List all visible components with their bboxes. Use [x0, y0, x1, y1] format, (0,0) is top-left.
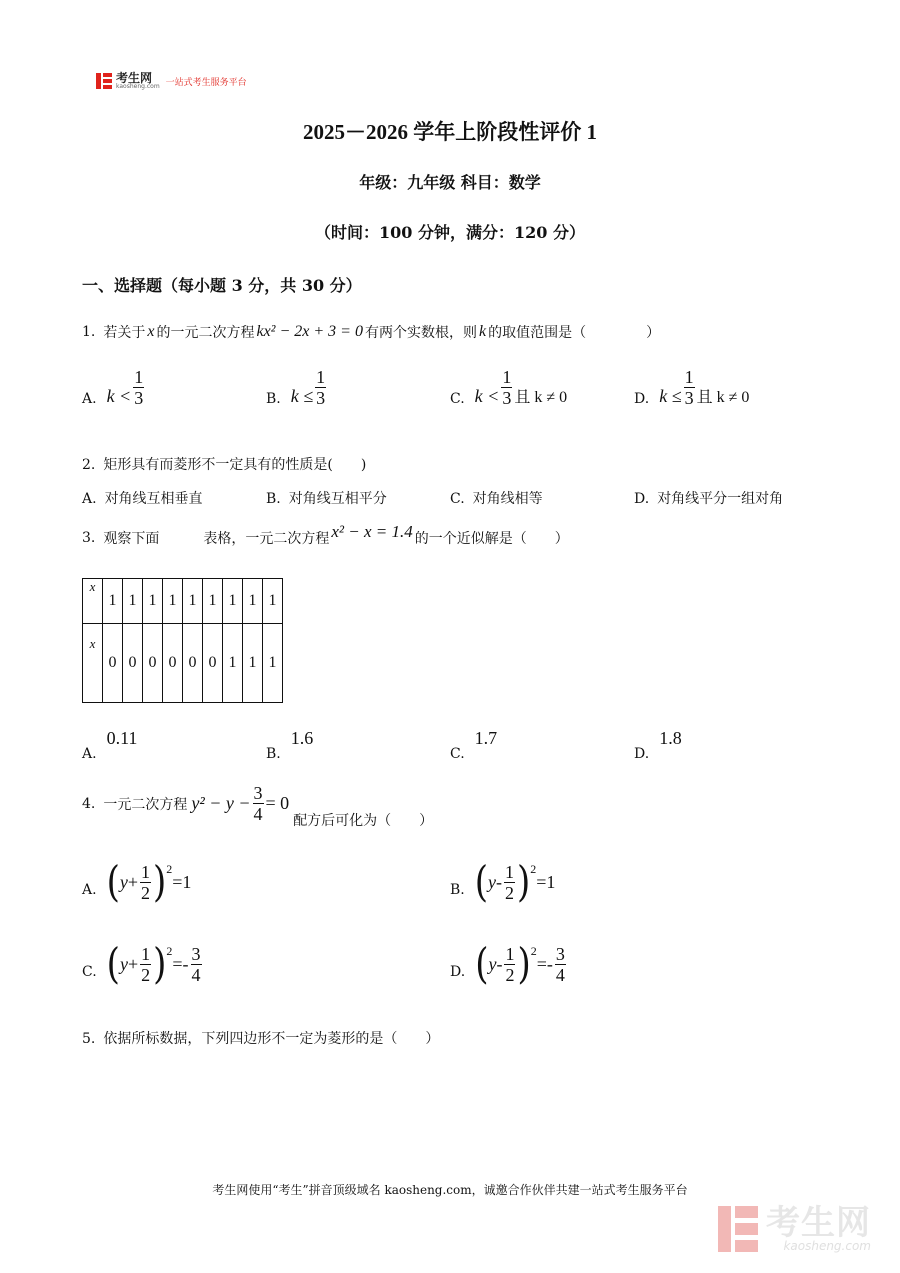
q2-number: 2.	[82, 457, 96, 473]
q1-pre: 若关于	[103, 325, 146, 341]
q4-pre: 一元二次方程	[103, 796, 188, 813]
q4-option-b[interactable]: B. ( y - $\frac{1}{2}$ ) $^2$ =1	[450, 857, 556, 907]
q2-option-d[interactable]: D. 对角线平分一组对角	[634, 491, 784, 507]
q3-option-b[interactable]: B.1.6	[266, 728, 314, 762]
q1-var-k: k	[478, 323, 487, 340]
q1-mid: 的一元二次方程	[156, 325, 255, 341]
logo-brand: 考生网	[116, 71, 153, 85]
q2-option-a[interactable]: A. 对角线互相垂直	[82, 491, 203, 507]
q3-post: 的一个近似解是（ ）	[414, 531, 569, 547]
q4-eq-rhs: = 0	[265, 793, 290, 813]
q3-equation: x² − x = 1.4	[331, 522, 413, 541]
q2-text: 矩形具有而菱形不一定具有的性质是( )	[103, 457, 367, 473]
q5-text: 依据所标数据，下列四边形不一定为菱形的是（ ）	[103, 1031, 440, 1047]
table-row: x 1 1 1 1 1 1 1 1 1	[83, 579, 283, 624]
time-score: （时间：100 分钟，满分：120 分）	[315, 223, 585, 242]
q4-option-a[interactable]: A. ( y + $\frac{1}{2}$ ) $^2$ =1	[82, 857, 192, 907]
question-1	[82, 322, 660, 342]
question-5	[82, 1028, 439, 1048]
q3-option-c[interactable]: C.1.7	[450, 728, 498, 762]
q4-option-c[interactable]: C. ( y + $\frac{1}{2}$ ) $^2$ =- $\frac{3}{4}$	[82, 939, 201, 989]
watermark-domain: kaosheng.com	[783, 1239, 871, 1253]
q3-option-d[interactable]: D.1.8	[634, 728, 682, 762]
q2-option-c[interactable]: C. 对角线相等	[450, 491, 543, 507]
question-2	[82, 454, 366, 474]
watermark-brand: 考生网	[766, 1203, 871, 1243]
header-logo	[95, 72, 247, 90]
q2-option-b[interactable]: B. 对角线互相平分	[266, 491, 387, 507]
q5-number: 5.	[82, 1031, 96, 1047]
q4-number: 4.	[82, 795, 96, 812]
q1-option-a[interactable]: A. k < $\frac{1}{3}$	[82, 367, 144, 408]
section-heading: 一、选择题（每小题 3 分，共 30 分）	[82, 276, 362, 295]
question-3	[82, 522, 569, 548]
q4-eq-frac: $\frac{3}{4}$	[253, 783, 263, 824]
q1-option-d[interactable]: D. k ≤ $\frac{1}{3}$ 且 k ≠ 0	[634, 367, 750, 408]
logo-slogan: 一站式考生服务平台	[165, 77, 247, 88]
q4-option-d[interactable]: D. ( y - $\frac{1}{2}$ ) $^2$ =- $\frac{3}{4}$	[450, 939, 565, 989]
q1-option-c[interactable]: C. k < $\frac{1}{3}$ 且 k ≠ 0	[450, 367, 568, 408]
kaosheng-logo-icon	[95, 72, 113, 90]
watermark-logo	[716, 1204, 871, 1254]
q3-table	[82, 578, 283, 703]
watermark-logo-icon	[716, 1204, 760, 1254]
question-4	[82, 783, 434, 829]
q3-pre: 观察下面	[103, 531, 160, 547]
q1-post1: 有两个实数根，则	[364, 325, 477, 341]
q4-post: 配方后可化为（ ）	[293, 812, 434, 829]
q3-number: 3.	[82, 530, 96, 546]
q1-number: 1.	[82, 324, 96, 340]
q1-option-b[interactable]: B. k ≤ $\frac{1}{3}$	[266, 367, 326, 408]
q1-var-x: x	[147, 323, 155, 340]
q3-option-a[interactable]: A.0.11	[82, 728, 138, 762]
q1-blank-end: ）	[646, 325, 661, 341]
q3-mid: 表格，一元二次方程	[203, 531, 330, 547]
grade-subject: 年级：九年级 科目：数学	[359, 173, 541, 192]
q4-eq-lhs: y² − y −	[191, 793, 251, 813]
page-title: 2025－2026 学年上阶段性评价 1	[303, 120, 597, 144]
q1-post2: 的取值范围是（	[488, 325, 587, 341]
table-row: x 0 0 0 0 0 0 1 1 1	[83, 624, 283, 703]
logo-domain: kaosheng.com	[116, 83, 160, 90]
footer-text: 考生网使用“考生”拼音顶级域名 kaosheng.com，诚邀合作伙伴共建一站式考生服务平台	[212, 1183, 688, 1197]
q1-equation: kx² − 2x + 3 = 0	[256, 323, 363, 340]
